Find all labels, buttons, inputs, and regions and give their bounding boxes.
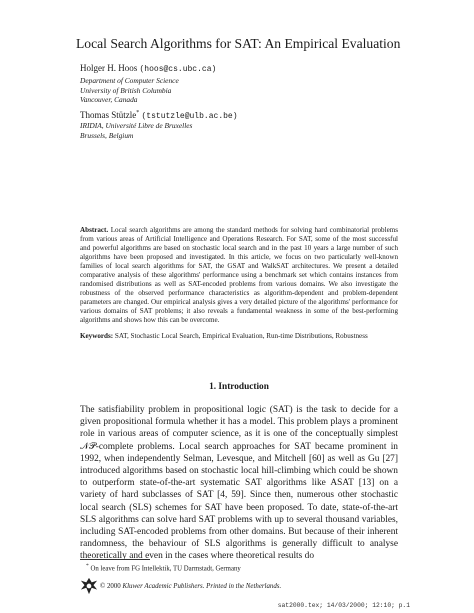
introduction-paragraph: The satisfiability problem in propositional logic (SAT) is the task to decide for a given propositional formula whether it has a model. This problem plays a prominent role in various areas of computer science, as it is one of the conceptually simplest 𝒩𝒫-complete problems. Local search approaches for SAT became prominent in 1992, when independently Selman, Levesque, and Mitchell [60] as well as Gu [27] introduced algorithms based on stochastic local hill-climbing which could be shown to outperform state-of-the-art systematic SAT algorithms like ASAT [13] on a variety of hard subclasses of SAT [4, 59]. Since then, numerous other stochastic local search (SLS) schemes for SAT have been proposed. To date, state-of-the-art SLS algorithms can solve hard SAT problems with up to several thousand variables, including SAT-encoded problems from other domains. But because of their inherent randomness, the behaviour of SLS algorithms is generally difficult to analyse theoretically and even in the cases where theoretical results do xyxy=(80,405,398,562)
keywords-label: Keywords: xyxy=(80,332,114,340)
publisher-logo-icon xyxy=(80,577,98,595)
abstract-label: Abstract. xyxy=(80,226,109,234)
copyright-prefix: © 2000 xyxy=(100,583,121,590)
footnote-rule xyxy=(80,559,150,560)
author-2-affiliation-line-1: IRIDIA, Université Libre de Bruxelles xyxy=(80,121,193,130)
copyright-line xyxy=(100,583,281,591)
author-2-footnote-marker: * xyxy=(136,110,140,116)
footnote xyxy=(86,562,241,573)
keywords-text: SAT, Stochastic Local Search, Empirical Evaluation, Run-time Distributions, Robustness xyxy=(114,332,368,340)
author-2-name: Thomas Stützle xyxy=(80,110,137,120)
paper-title: Local Search Algorithms for SAT: An Empirical Evaluation xyxy=(76,36,401,51)
section-heading-introduction: 1. Introduction xyxy=(209,382,269,392)
author-1-name: Holger H. Hoos xyxy=(80,63,138,73)
footnote-marker: * xyxy=(86,563,89,569)
author-2-affiliation-line-2: Brussels, Belgium xyxy=(80,130,134,140)
author-1-affiliation-line-3: Vancouver, Canada xyxy=(80,95,138,105)
author-1-affiliation-line-1: Department of Computer Science xyxy=(80,76,179,85)
author-2 xyxy=(80,108,238,122)
keywords xyxy=(80,332,398,341)
author-1 xyxy=(80,63,216,75)
abstract xyxy=(80,226,398,324)
author-1-affiliation-line-2: University of British Columbia xyxy=(80,85,172,95)
abstract-text: Local search algorithms are among the standard methods for solving hard combinatorial problems from various areas of Artificial Intelligence and Operations Research. For SAT, some of the most successful and powerful algorithms are based on stochastic local search and in the past 10 years a large number of such algorithms have been proposed and investigated. In this article, we focus on two particularly well-known families of local search algorithms for SAT, the GSAT and WalkSAT architectures. We present a detailed comparative analysis of these algorithms' performance using a benchmark set which contains instances from randomised distributions as well as SAT-encoded problems from various domains. We also investigate the robustness of the observed performance characteristics as algorithm-dependent and problem-dependent parameters are changed. Our empirical analysis gives a very detailed picture of the algorithms' performance for various domains of SAT problems; it also reveals a fundamental weakness in some of the best-performing algorithms and shows how this can be overcome. xyxy=(80,226,399,324)
copyright-publisher: Kluwer Academic Publishers. Printed in the Netherlands. xyxy=(122,583,282,590)
file-timestamp: sat2000.tex; 14/03/2000; 12:10; p.1 xyxy=(277,602,410,609)
author-2-email: (tstutzle@ulb.ac.be) xyxy=(141,112,238,121)
author-1-email: (hoos@cs.ubc.ca) xyxy=(139,65,217,74)
footnote-text: On leave from FG Intellektik, TU Darmstadt, Germany xyxy=(90,565,241,573)
